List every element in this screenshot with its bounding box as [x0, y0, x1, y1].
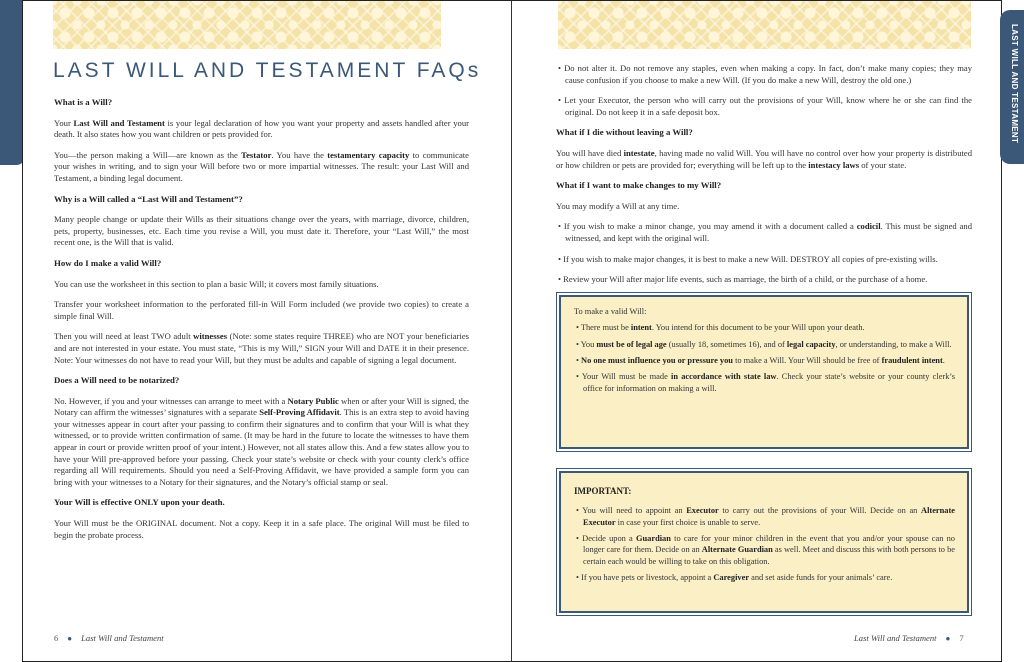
callout-heading: IMPORTANT:: [574, 485, 632, 496]
left-page: [22, 0, 512, 662]
decorative-pattern-banner: [558, 1, 971, 49]
bullet-item: • Do not alter it. Do not remove any staples, even when making a copy. In fact, don’t make many copies; they may cause confusion if you choose to make a new Will. (If you do make a new Will, destroy the old one.): [558, 63, 972, 85]
bullet-item: • If you wish to make a minor change, you may amend it with a document called a codicil. This must be signed and witnessed, and kept with the original will.: [558, 221, 972, 243]
right-page: [512, 0, 1002, 662]
paragraph: You will have died intestate, having made no valid Will. You will have no control over how your property is distributed or how children or pets are provided for; everything will be left up to the intestacy laws of your state.: [556, 147, 973, 170]
decorative-pattern-banner: [53, 1, 441, 49]
question-heading: What is a Will?: [54, 97, 113, 107]
paragraph: Many people change or update their Wills as their situations change over the years, with marriage, divorce, children, pets, property, businesses, etc. Each time you revise a Will, you must date it. Therefore, your “Last Will,” the most recent one, is the Will that is valid.: [54, 214, 469, 248]
question-heading: Your Will is effective ONLY upon your death.: [54, 497, 225, 508]
question-heading: What if I die without leaving a Will?: [556, 127, 693, 138]
paragraph: Your Last Will and Testament is your legal declaration of how you want your property and assets handled after your death. It also states how you want children or pets provided for.: [54, 117, 470, 140]
page-title: LAST WILL AND TESTAMENT FAQs: [53, 59, 482, 82]
footer-title: Last Will and Testament: [81, 633, 164, 643]
right-content: [556, 63, 972, 613]
bullet-item: • Review your Will after major life events, such as marriage, the birth of a child, or the purchase of a home.: [558, 274, 928, 285]
paragraph: No. However, if you and your witnesses can arrange to meet with a Notary Public when or after your Will is signed, the Notary can affirm the witnesses’ signatures with a separate Self-Proving Affidavit. This is an extra step to avoid having your witnesses appear in court after your passing to confirm their signatures and to confirm that your Will is what they witnessed, or to provide written confirmation of same. (It may be hard in the future to locate the witnesses to have them appear in court or provide written proof of your intent.) However, not all states allow this. And a few states allow you to have your Will pre-approved before your passing. Check your state’s website or check with your county clerk’s office regarding all Will requirements. Should you need a Self-Proving Affidavit, we have provided a sample form you can bring with your witnesses to a Notary for their signatures, and the Notary’s official stamp or seal.: [54, 395, 469, 487]
question-heading: Why is a Will called a “Last Will and Testament”?: [54, 193, 243, 204]
paragraph: You can use the worksheet in this section to plan a basic Will; it covers most family situations.: [54, 278, 379, 289]
left-content: [54, 97, 469, 550]
question-heading: Does a Will need to be notarized?: [54, 375, 180, 386]
bullet-item: • If you wish to make major changes, it is best to make a new Will. DESTROY all copies of pre-existing wills.: [558, 253, 938, 264]
right-section-tab: [1000, 10, 1024, 164]
callout-item: • You must be of legal age (usually 18, sometimes 16), and of legal capacity, or understanding, to make a Will.: [576, 339, 952, 349]
footer-title: Last Will and Testament: [854, 633, 937, 643]
callout-item: • Decide upon a Guardian to care for your minor children in the event that you and/or your spouse can no longer care for them. Decide on an Alternate Guardian as well. Meet and discuss this with both persons to be certain each would be willing to take on this obligation.: [576, 533, 956, 566]
bullet-dot-icon: ●: [67, 634, 73, 643]
bullet-dot-icon: ●: [945, 634, 951, 643]
paragraph: Your Will must be the ORIGINAL document. Not a copy. Keep it in a safe place. The original Will must be filed to begin the probate process.: [54, 518, 469, 540]
right-footer: [854, 633, 964, 643]
page-number: 6: [54, 633, 59, 643]
paragraph: Then you will need at least TWO adult witnesses (Note: some states require THREE) who are NOT your beneficiaries and are not interested in your estate. You must state, “This is my Will,” SIGN your Will and DATE it in their presence. Note: Your witnesses do not have to read your Will, but they must be adults and capable of signing a legal document.: [54, 331, 470, 365]
callout-item: • Your Will must be made in accordance with state law. Check your state’s website or your county clerk’s office for information on making a will.: [576, 372, 955, 393]
callout-heading: To make a valid Will:: [574, 306, 647, 316]
section-tab-label: LAST WILL AND TESTAMENT: [1010, 24, 1019, 144]
callout-item: • If you have pets or livestock, appoint a Caregiver and set aside funds for your animals’ care.: [576, 573, 893, 583]
important-callout-box: [559, 471, 969, 613]
bullet-item: • Let your Executor, the person who will carry out the provisions of your Will, know where he or she can find the original. Do not keep it in a safe deposit box.: [558, 95, 972, 117]
question-heading: How do I make a valid Will?: [54, 257, 162, 268]
paragraph: You may modify a Will at any time.: [556, 200, 680, 211]
paragraph: You—the person making a Will—are known as the Testator. You have the testamentary capacity to communicate your wishes in writing, and to sign your Will before two or more impartial witnesses. The result: your Last Will and Testament, a binding legal document.: [54, 149, 469, 183]
valid-will-callout-box: [559, 295, 969, 449]
page-number: 7: [959, 633, 964, 643]
callout-item: • You will need to appoint an Executor to carry out the provisions of your Will. Decide on an Alternate Executor in case your first choice is unable to serve.: [576, 506, 955, 527]
paragraph: Transfer your worksheet information to the perforated fill-in Will Form included (we provide two copies) to create a simple final Will.: [54, 299, 469, 321]
callout-item: • No one must influence you or pressure you to make a Will. Your Will should be free of fraudulent intent.: [576, 355, 945, 365]
question-heading: What if I want to make changes to my Will?: [556, 180, 722, 191]
left-footer: [54, 633, 164, 643]
callout-item: • There must be intent. You intend for this document to be your Will upon your death.: [576, 323, 865, 333]
